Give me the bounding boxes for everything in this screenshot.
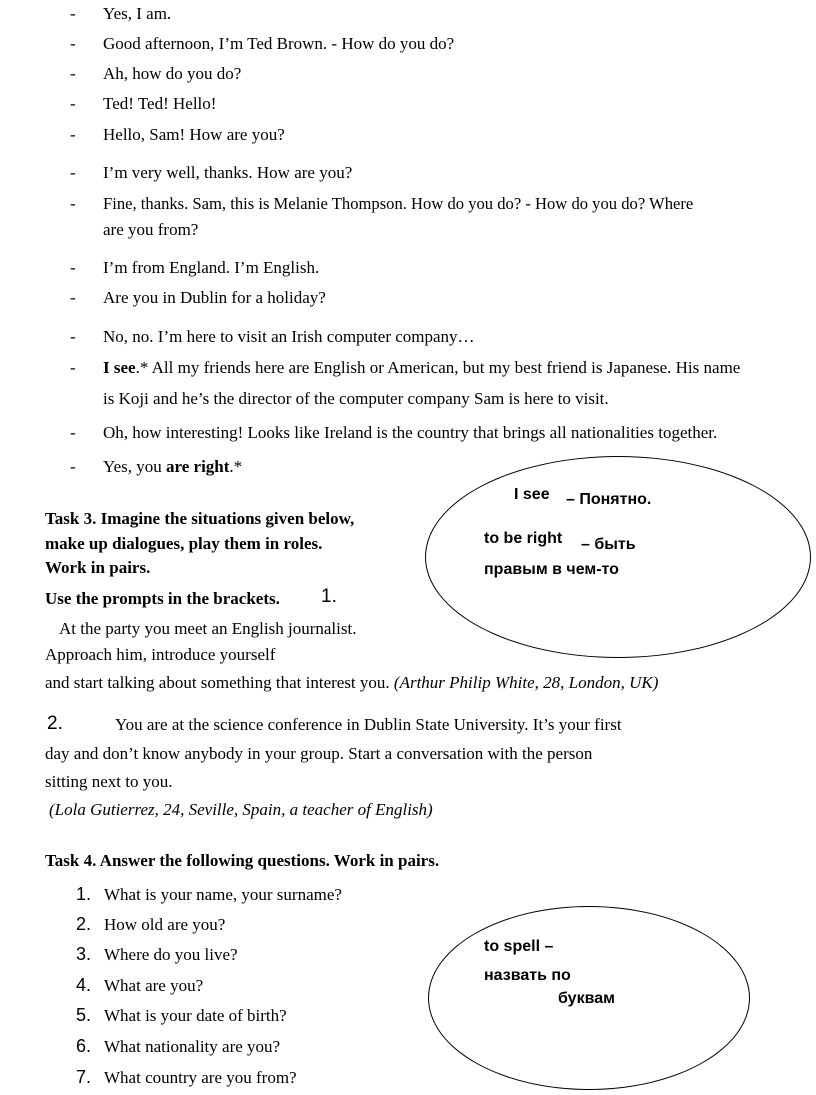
- note-translation: правым в чем-то: [484, 561, 619, 578]
- dialogue-line: No, no. I’m here to visit an Irish computer company…: [103, 327, 475, 346]
- dialogue-line: Good afternoon, I’m Ted Brown. - How do you do?: [103, 34, 455, 53]
- note-translation: – Понятно.: [566, 491, 652, 508]
- task-4-heading: Task 4. Answer the following questions. Work in pairs.: [45, 851, 440, 870]
- question-number: 5.: [76, 1005, 92, 1025]
- emphasis-i-see: I see: [103, 358, 136, 377]
- dialogue-line-pre: Yes, you: [103, 457, 166, 476]
- question-text: What nationality are you?: [104, 1037, 281, 1056]
- dialogue-line: Oh, how interesting! Looks like Ireland is the country that brings all nationalities together.: [103, 423, 718, 442]
- dash: -: [70, 457, 76, 476]
- task-3-heading: Use the prompts in the brackets.: [45, 589, 280, 608]
- question-number: 6.: [76, 1036, 92, 1056]
- dash: -: [70, 163, 76, 182]
- dash: -: [70, 258, 76, 277]
- situation-number: 2.: [47, 713, 63, 734]
- note-term-to-spell: to spell –: [484, 938, 554, 955]
- dash: -: [70, 94, 76, 113]
- dialogue-line: Ted! Ted! Hello!: [103, 94, 217, 113]
- dialogue-line: [103, 358, 740, 378]
- note-term-i-see: I see: [514, 486, 550, 503]
- dialogue-line: I’m very well, thanks. How are you?: [103, 163, 353, 182]
- task-3-heading: Work in pairs.: [45, 558, 151, 577]
- dash: -: [70, 125, 76, 144]
- dash: -: [70, 288, 76, 307]
- situation-1-text: [45, 673, 658, 693]
- question-number: 4.: [76, 975, 92, 995]
- situation-2-prompt: (Lola Gutierrez, 24, Seville, Spain, a teacher of English): [49, 800, 433, 819]
- dialogue-line-continuation: are you from?: [103, 220, 199, 239]
- dialogue-line: Fine, thanks. Sam, this is Melanie Thompson. How do you do? - How do you do? Where: [103, 194, 694, 213]
- question-text: What is your name, your surname?: [104, 885, 342, 904]
- dialogue-line: Ah, how do you do?: [103, 64, 242, 83]
- question-text: What are you?: [104, 976, 204, 995]
- dash: -: [70, 194, 76, 213]
- dash: -: [70, 34, 76, 53]
- dialogue-line: I’m from England. I’m English.: [103, 258, 320, 277]
- dash: -: [70, 4, 76, 23]
- dialogue-line: Are you in Dublin for a holiday?: [103, 288, 326, 307]
- question-text: What is your date of birth?: [104, 1006, 287, 1025]
- note-term-to-be-right: to be right: [484, 530, 563, 547]
- task-3-heading: make up dialogues, play them in roles.: [45, 534, 323, 553]
- situation-1-prompt: (Arthur Philip White, 28, London, UK): [393, 673, 659, 692]
- situation-1-text: At the party you meet an English journalist.: [59, 619, 357, 638]
- dash: -: [70, 358, 76, 377]
- note-translation: – быть: [581, 536, 636, 553]
- dialogue-line-post: .*: [229, 457, 243, 476]
- question-text: What country are you from?: [104, 1068, 297, 1087]
- question-text: How old are you?: [104, 915, 226, 934]
- emphasis-are-right: are right: [166, 457, 230, 476]
- dash: -: [70, 327, 76, 346]
- vocabulary-note-oval: [425, 456, 811, 658]
- question-text: Where do you live?: [104, 945, 238, 964]
- question-number: 7.: [76, 1067, 92, 1087]
- situation-1-text: Approach him, introduce yourself: [45, 645, 276, 664]
- dialogue-line: Hello, Sam! How are you?: [103, 125, 285, 144]
- dialogue-line: Yes, I am.: [103, 4, 172, 23]
- dialogue-line-continuation: is Koji and he’s the director of the computer company Sam is here to visit.: [103, 389, 609, 408]
- situation-1-text-main: and start talking about something that interest you.: [45, 673, 390, 692]
- dash: -: [70, 64, 76, 83]
- situation-number: 1.: [321, 586, 337, 607]
- dash: -: [70, 423, 76, 442]
- question-number: 1.: [76, 884, 92, 904]
- dialogue-line-rest: .* All my friends here are English or American, but my best friend is Japanese. His name: [135, 358, 741, 377]
- situation-2-text: sitting next to you.: [45, 772, 173, 791]
- question-number: 3.: [76, 944, 92, 964]
- note-translation: буквам: [558, 990, 615, 1007]
- dialogue-line: [103, 457, 242, 477]
- question-number: 2.: [76, 914, 92, 934]
- situation-2-text: You are at the science conference in Dublin State University. It’s your first: [115, 715, 622, 734]
- note-translation: назвать по: [484, 967, 571, 984]
- task-3-heading: Task 3. Imagine the situations given below,: [45, 509, 355, 528]
- situation-2-text: day and don’t know anybody in your group. Start a conversation with the person: [45, 744, 593, 763]
